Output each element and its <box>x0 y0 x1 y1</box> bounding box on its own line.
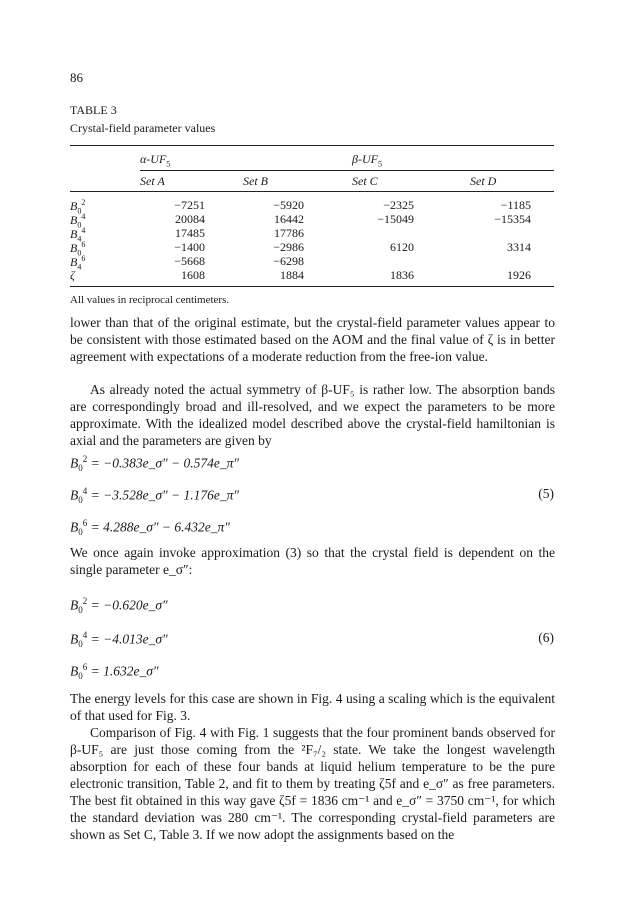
table-row <box>0 198 624 216</box>
table-row <box>0 212 624 230</box>
table-cell: 3314 <box>507 240 531 254</box>
table-top-rule <box>70 145 554 146</box>
alpha-uf5-header: $\alpha-UF_5$ <box>140 152 171 169</box>
table-row <box>0 240 624 258</box>
row-label: $B_4^6$ <box>70 254 86 272</box>
table-bottom-rule <box>70 286 554 287</box>
table-cell: 1608 <box>181 268 205 282</box>
equation-5b: $B_0^4$ = −3.528e_σ″ − 1.176e_π″ <box>70 486 239 506</box>
header-rule <box>70 191 554 192</box>
table-cell: −7251 <box>174 198 205 212</box>
table-cell: 17485 <box>175 226 205 240</box>
set-b-header: Set B <box>243 174 268 188</box>
row-label: $B_0^6$ <box>70 240 86 258</box>
page-number: 86 <box>70 70 83 85</box>
table-note: All values in reciprocal centimeters. <box>70 294 230 306</box>
equation-6b: $B_0^4$ = −4.013e_σ″ <box>70 630 168 650</box>
equation-6-number: (6) <box>538 630 554 645</box>
table-cell: 17786 <box>274 226 304 240</box>
table-cell: 1836 <box>390 268 414 282</box>
beta-uf5-header: $\beta-UF_5$ <box>352 152 382 169</box>
set-c-header: Set C <box>352 174 378 188</box>
row-label: $B_0^2$ <box>70 198 86 216</box>
row-label: $B_4^4$ <box>70 226 86 244</box>
table-label: TABLE 3 <box>70 103 117 117</box>
paragraph-3: We once again invoke approximation (3) so that the crystal field is dependent on the single parameter e_σ″: <box>70 545 555 577</box>
row-label: ζ <box>70 268 75 282</box>
table-cell: 20084 <box>175 212 205 226</box>
table-cell: 16442 <box>274 212 304 226</box>
table-caption: Crystal-field parameter values <box>70 121 216 135</box>
set-d-header: Set D <box>470 174 497 188</box>
equation-5-number: (5) <box>538 486 554 501</box>
table-cell: −6298 <box>273 254 304 268</box>
table-cell: −15354 <box>494 212 531 226</box>
table-cell: −5668 <box>174 254 205 268</box>
table-cell: −5920 <box>273 198 304 212</box>
table-cell: −1185 <box>500 198 531 212</box>
table-row <box>0 254 624 272</box>
paragraph-4: The energy levels for this case are shown in Fig. 4 using a scaling which is the equivalent of that used for Fig. 3. <box>70 691 555 723</box>
group-rule <box>140 170 554 171</box>
paragraph-2: As already noted the actual symmetry of β-UF₅ is rather low. The absorption bands are correspondingly broad and ill-resolved, and we expect the parameters to be more approximate. With the idealized model described above the crystal-field hamiltonian is axial and the parameters are given by <box>70 382 555 448</box>
table-cell: 1884 <box>280 268 304 282</box>
table-row <box>0 268 624 281</box>
equation-6a: $B_0^2$ = −0.620e_σ″ <box>70 596 168 616</box>
table-cell: 1926 <box>507 268 531 282</box>
table-cell: −2325 <box>383 198 414 212</box>
row-label: $B_0^4$ <box>70 212 86 230</box>
set-a-header: Set A <box>140 174 165 188</box>
equation-6c: $B_0^6$ = 1.632e_σ″ <box>70 662 159 682</box>
table-cell: −1400 <box>174 240 205 254</box>
equation-5c: $B_0^6$ = 4.288e_σ″ − 6.432e_π″ <box>70 518 230 538</box>
table-cell: −2986 <box>273 240 304 254</box>
table-cell: −15049 <box>377 212 414 226</box>
paragraph-1: lower than that of the original estimate, but the crystal-field parameter values appear to be consistent with those estimated based on the AOM and the final value of ζ is in better agreement with expectations of a moderate reduction from the free-ion value. <box>70 315 555 364</box>
table-row <box>0 226 624 244</box>
table-cell: 6120 <box>390 240 414 254</box>
equation-5a: $B_0^2$ = −0.383e_σ″ − 0.574e_π″ <box>70 454 239 474</box>
paragraph-5: Comparison of Fig. 4 with Fig. 1 suggests that the four prominent bands observed for β-UF₅ are just those coming from the ²F₇/₂ state. We take the longest wavelength absorption for each of these four bands at liquid helium temperature to be the pure electronic transition, Table 2, and fit to them by treating ζ5f and e_σ″ as free parameters. The best fit obtained in this way gave ζ5f = 1836 cm⁻¹ and e_σ″ = 3750 cm⁻¹, for which the standard deviation was 280 cm⁻¹. The corresponding crystal-field parameters are shown as Set C, Table 3. If we now adopt the assignments based on the <box>70 725 555 842</box>
